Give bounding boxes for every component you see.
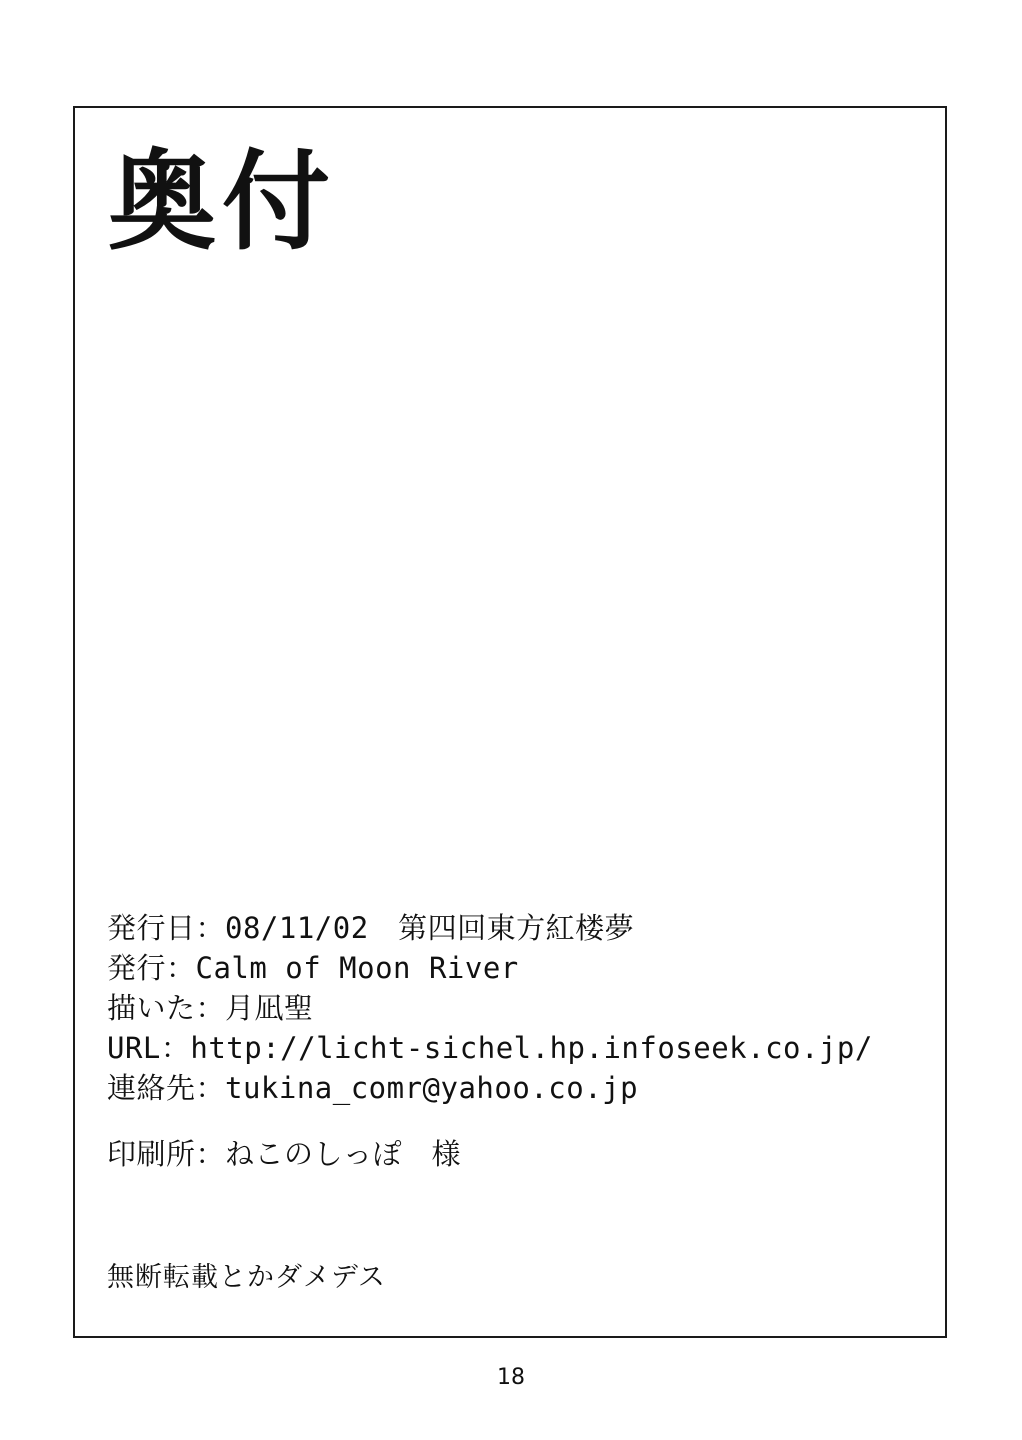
credit-line-contact: 連絡先：tukina_comr@yahoo.co.jp bbox=[107, 1071, 639, 1105]
colophon-title: 奥付 bbox=[108, 140, 337, 265]
credit-line-printer: 印刷所：ねこのしっぽ 様 bbox=[107, 1137, 462, 1171]
page-number: 18 bbox=[497, 1365, 525, 1390]
credit-line-url: URL：http://licht-sichel.hp.infoseek.co.jp/ bbox=[107, 1031, 873, 1065]
credit-line-circle: 発行：Calm of Moon River bbox=[107, 951, 519, 985]
credit-line-artist: 描いた：月凪聖 bbox=[107, 991, 314, 1025]
colophon-credits bbox=[107, 908, 917, 1174]
credits-spacer bbox=[107, 1108, 917, 1134]
credit-line-publish-date: 発行日：08/11/02 第四回東方紅楼夢 bbox=[107, 911, 635, 945]
reproduction-notice: 無断転載とかダメデス bbox=[107, 1262, 386, 1293]
colophon-frame bbox=[73, 106, 947, 1338]
